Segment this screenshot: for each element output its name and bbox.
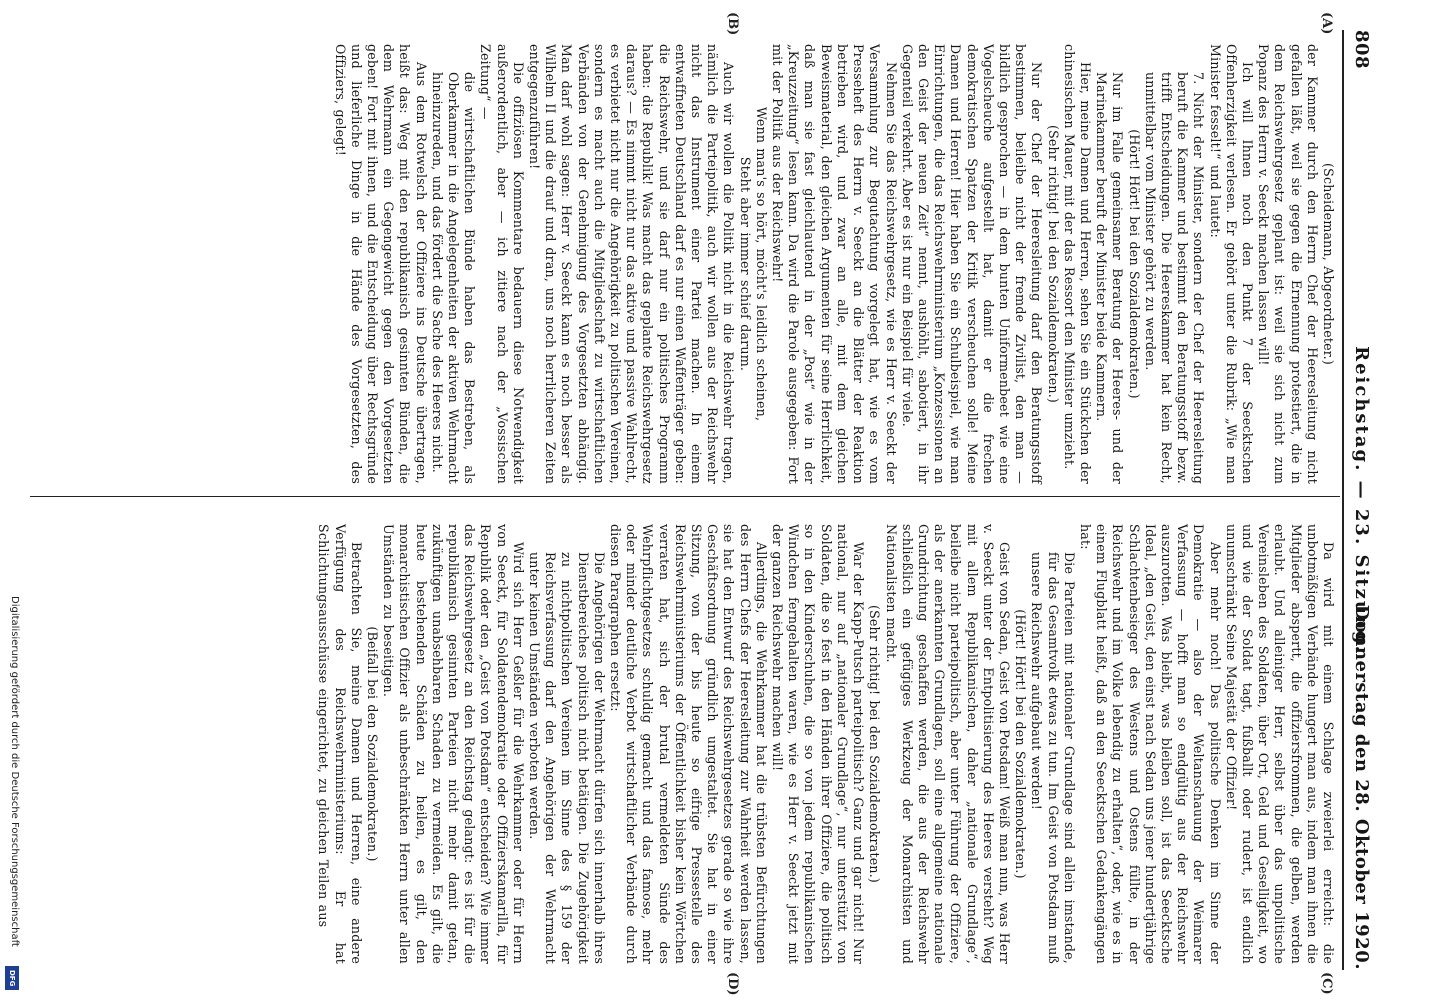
right-column xyxy=(315,524,1336,964)
interjection: (Hört! Hört! bei den Sozialdemokraten.) xyxy=(1013,609,1029,879)
quotation: Die Parteien mit nationaler Grundlage sind allein imstande, für das Gesamtvolk etwas zu tun. Im Geist von Potsdam muß unsere Reichswehr aufgebaut werden! xyxy=(1029,552,1077,964)
paragraph: Betrachten Sie, meine Damen und Herren, eine andere Verfügung des Reichswehrministeriums: Er hat Schlichtungsausschüsse eingerichtet, zu gleichen Teilen aus xyxy=(316,524,364,964)
quotation: Nur im Falle gemeinsamer Beratung der Heeres- und der Marinekammer beruft der Minister beide Kammern. xyxy=(1094,72,1126,484)
paragraph: Da wird mit einem Schlage zweierlei erreicht: die unbotmäßigen Verbände hungert man aus, indem man ihnen die Mitglieder abspertt, die offiziersfrommen, die gelben, werden erlaubt. Und alleiniger Herr, selbst über das unpolitische Vereinsleben des Soldaten, über Ort, Geld und Geselligkeit, wo und wie der Soldat tagt, fußballt oder rudert, ist endlich unumschränkt Seine Majestät der Offizier! xyxy=(1223,524,1336,964)
margin-marker-c: (C) xyxy=(1319,972,1334,995)
speaker-heading: (Scheidemann, Abgeordneter.) xyxy=(1321,163,1336,365)
paragraph: Allerdings, die Wehrkammer hat die trübsten Befürchtungen des Herrn Chefs der Heeresleitung zur Wahrheit werden lassen, sie hat den Entwurf des Reichswehrgesetzes gerade so wie ihre Geschäftsordnung gründlich umgestaltet. Sie hat in einer Sitzung, von der bis heute so eifrige Pressestelle des Reichswehrministeriums der Öffentlichkeit bisher kein Wörtchen verraten hat, sich der brutal vermeldeten Sünde des Wehrpflichtgesetzes schuldig gemacht und das famose, mehr oder minder deutliche Verbot wirtschaftlicher Verbände durch diesen Paragraphen ersetzt: xyxy=(608,524,769,964)
paragraph: Geist von Sedan, Geist von Potsdam! Weiß man nun, was Herr v. Seeckt unter der Entpolitisierung des Heeres versteht? Weg mit allem Republikanischen, daher „nationale Grundlage“, beileibe nicht parteipolitisch, aber unter Führung der Offiziere, als der anerkannten Grundlagen, soll eine allgemeine nationale Grundrichtung geschaffen werden, die aus der Reichswehr schließlich ein gefügiges Werkzeug der Monarchisten und Nationalisten macht. xyxy=(883,524,1012,964)
interjection: (Sehr richtig! bei den Sozialdemokraten.) xyxy=(867,604,883,884)
page-number: 808 xyxy=(1351,30,1372,70)
margin-marker-b: (B) xyxy=(725,12,740,36)
paragraph: Ich will Ihnen noch den Punkt 7 der Seecktschen Offenherzigkeit verlesen. Er gehört unter die Rubrik: „Wie man Minister fesselt!“ und lautet: xyxy=(1207,44,1255,484)
credit-text: Digitalisierung gefördert durch die Deutsche Forschungsgemeinschaft xyxy=(9,596,20,947)
paragraph: Aus dem Rotwelsch der Offiziere ins Deutsche übertragen, heißt das: Weg mit den republikanisch gesinnten Bünden, die dem Wehrmann ein Gegengewicht gegen den Vorgesetzten geben! Fort mit ihnen, und die Entscheidung über Rechtsgründe und lieferliche Dinge in die Hände des Vorgesetzten, des Offiziers, gelegt! xyxy=(332,44,429,484)
page-title: Reichstag. — 23. Sitzung. xyxy=(1351,346,1372,654)
paragraph: Nur der Chef der Heeresleitung darf den Beratungsstoff bestimmen, beileibe nicht der fremde Zivilist, den man — bildlich gesprochen — in dem bunten Uniformenbeet wie eine Vogelscheuche aufgestellt hat, damit er die frechen demokratischen Spatzen der Kritik verscheuchen solle! Meine Damen und Herren! Hier haben Sie ein Schulbeispiel, wie man Einrichtungen, die das Reichswehrministerium „Konzessionen an den Geist der neuen Zeit“ nennt, aushöhlt, sabotiert, in ihr Gegenteil verkehrt. Aber es ist nur ein Beispiel für viele. xyxy=(899,44,1045,484)
quotation: die wirtschaftlichen Bünde haben das Bestreben, als Oberkammer in die Angelegenheiten der aktiven Wehrmacht hineinzureden, und das fördert die Sache des Heeres nicht. xyxy=(429,72,478,484)
quotation: Die Angehörigen der Wehrmacht dürfen sich innerhalb ihres Dienstbereiches politisch nicht betätigen. Die Zugehörigkeit zu nichtpolitischen Vereinen im Sinne des § 159 der Reichsverfassung darf den Angehörigen der Wehrmacht unter keinen Umständen verboten werden. xyxy=(527,552,607,964)
verse-line: Steht aber immer schief darum. xyxy=(737,156,753,372)
paragraph: Die offiziösen Kommentare bedauern diese Notwendigkeit außerordentlich, aber — ich zitiere nach der „Vossischen Zeitung“ — xyxy=(478,44,526,484)
page-header xyxy=(1346,30,1372,970)
header-rule xyxy=(1342,30,1344,970)
margin-marker-a: (A) xyxy=(1319,12,1334,35)
paragraph: Auch wir wollen die Politik nicht in die Reichswehr tragen, nämlich die Parteipolitik, auch wir wollen aus der Reichswehr nicht das Instrument einer Partei machen. In einem entwaffneten Deutschland darf es nur einen Waffenträger geben: die Reichswehr, und sie darf nur ein politisches Programm haben: die Republik! Was macht das geplante Reichswehrgesetz daraus? — Es nimmt nicht nur das aktive und passive Wahlrecht, es verbietet nicht nur die Angehörigkeit zu politischen Vereinen, sondern es macht auch die Mitgliedschaft zu wirtschaftlichen Verbänden von der Genehmigung des Vorgesetzten abhängig. Man darf wohl sagen: Herr v. Seeckt kann es noch besser als Wilhelm II und die drauf und dran, uns noch herrlicheren Zeiten entgegenzuführen! xyxy=(527,44,737,484)
paragraph: der Kammer durch den Herrn Chef der Heeresleitung nicht gefallen läßt, weil sie gegen die Ernennung protestiert, die in dem Reichswehrgesetz geplant ist: weil sie sich nicht zum Popanz des Herrn v. Seeckt machen lassen will! xyxy=(1256,44,1320,484)
paragraph: Hier, meine Damen und Herren, sehen Sie ein Stückchen der chinesischen Mauer, mit der das Ressort den Minister umzieht. xyxy=(1061,44,1093,484)
quotation: 7. Nicht der Minister, sondern der Chef der Heeresleitung beruft die Kammer und bestimmt den Beratungsstoff bezw. trifft Entscheidungen. Die Heereskammer hat kein Recht, unmittelbar vom Minister gehört zu werden. xyxy=(1142,72,1207,484)
session-date: Donnerstag den 28. Oktober 1920. xyxy=(1351,604,1372,970)
paragraph: Nehmen Sie das Reichswehrgesetz, wie es Herr v. Seeckt der Versammlung zur Begutachtung vorgelegt hat, wie es vom Presseheft des Herrn v. Seeckt an die Blätter der Reaktion betrieben wird, und zwar an alle, mit dem gleichen Beweismaterial, den gleichen Argumenten für seine Herrlichkeit, daß man sie fast gleichlautend in der „Post“ wie in der „Kreuzzeitung“ lesen kann. Da wird die Parole ausgegeben: Fort mit der Politik aus der Reichswehr! xyxy=(770,44,899,484)
paragraph: Wird sich Herr Geßler für die Wehrkammer oder für Herrn von Seeckt, für Soldatendemokratie oder Offizierskamarilla, für Republik oder den „Geist von Potsdam“ entscheiden? Wie immer das Reichswehrgesetz an den Reichstag gelangt: es ist für die republikanisch gesinnten Parteien nicht mehr damit getan, zukünftigen unabsehbaren Schaden zu vermeiden. Es gilt, die heute bestehenden Schäden zu heilen, es gilt, den monarchistischen Offizier als unbeschränkten Herrn unter allen Umständen zu beseitigen. xyxy=(381,524,526,964)
paragraph: War der Kapp-Putsch parteipolitisch? Ganz und gar nicht! Nur national, nur auf „nationaler Grundlage“, nur unterstützt von Soldaten, die so fest in den Händen ihrer Offiziere, die politisch so in den Kinderschuhen, die so von jedem republikanischen Windchen ferngehalten waren, wie es Herr v. Seeckt jetzt mit der ganzen Reichswehr machen will! xyxy=(770,524,867,964)
left-column xyxy=(331,44,1336,484)
paragraph: Aber mehr noch! Das politische Denken im Sinne der Demokratie — also der Weltanschauung der Weimarer Verfassung — hofft man so endgültig aus der Reichswehr auszurotten. Was bleibt, was bleiben soll, ist das Seecktsche Ideal, „den Geist, den einst nach Sedan uns jener hundertjährige Schlachtenbesieger des Westens und Ostens füllte, in der Reichswehr und im Volke lebendig zu erhalten“, oder, wie es in einem Flugblatt heißt, daß an den Seecktschen Gedankengängen hat: xyxy=(1077,524,1223,964)
margin-marker-d: (D) xyxy=(725,972,740,996)
dfg-logo-icon: DFG xyxy=(5,966,19,990)
verse-line: Wenn man's so hört, möcht's leidlich scheinen, xyxy=(753,106,769,422)
digitization-credit xyxy=(2,0,26,996)
column-divider xyxy=(30,496,1340,497)
interjection: (Beifall bei den Sozialdemokraten.) xyxy=(365,626,381,862)
interjection: (Sehr richtig! bei den Sozialdemokraten.) xyxy=(1045,124,1061,404)
interjection: (Hört! Hört! bei den Sozialdemokraten.) xyxy=(1126,129,1142,399)
